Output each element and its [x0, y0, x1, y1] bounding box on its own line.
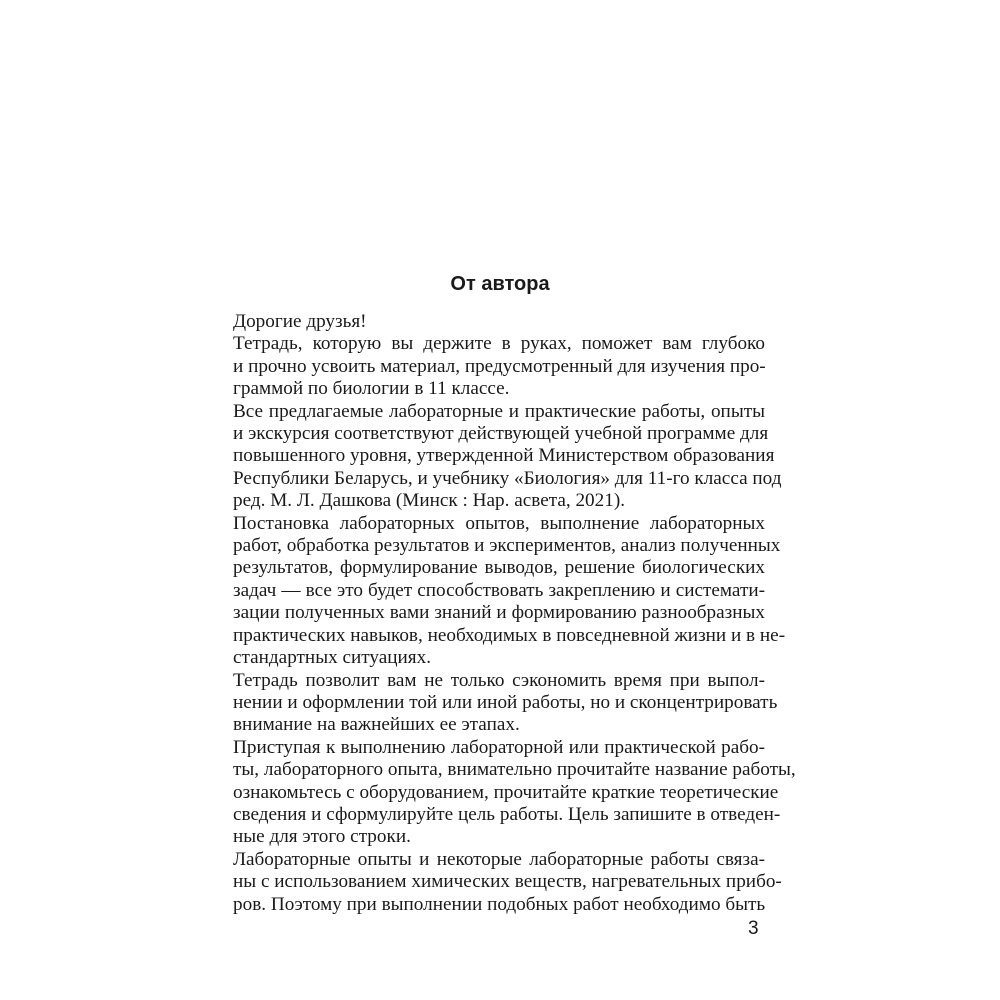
text-line: и экскурсия соответствуют действующей учебной программе для	[233, 423, 769, 445]
text-line: Тетрадь, которую вы держите в руках, поможет вам глубоко	[233, 333, 765, 355]
page-heading: От автора	[450, 273, 550, 295]
text-line: ред. М. Л. Дашкова (Минск : Нар. асвета, 2021).	[233, 490, 626, 512]
text-line: зации полученных вами знаний и формированию разнообразных	[233, 602, 765, 624]
text-line: Республики Беларусь, и учебнику «Биология» для 11-го класса под	[233, 467, 782, 489]
text-line: граммой по биологии в 11 классе.	[233, 378, 510, 400]
text-line: Постановка лабораторных опытов, выполнение лабораторных	[233, 512, 765, 534]
paragraph-purpose	[205, 333, 765, 400]
text-line: ров. Поэтому при выполнении подобных работ необходимо быть	[233, 893, 766, 915]
text-line: Все предлагаемые лабораторные и практические работы, опыты	[233, 400, 765, 422]
text-line: стандартных ситуациях.	[233, 647, 432, 669]
text-line: ты, лабораторного опыта, внимательно прочитайте название работы,	[233, 759, 796, 781]
text-line: сведения и сформулируйте цель работы. Цель запишите в отведен-	[233, 803, 781, 825]
text-line: результатов, формулирование выводов, решение биологических	[233, 557, 765, 579]
text-line: повышенного уровня, утвержденной Министерством образования	[233, 445, 775, 467]
page-number: 3	[748, 918, 759, 939]
text-line: ные для этого строки.	[233, 826, 411, 848]
text-line: внимание на важнейших ее этапах.	[233, 714, 520, 736]
text-line: Тетрадь позволит вам не только сэкономить время при выпол-	[233, 669, 765, 691]
paragraph-safety	[205, 848, 782, 916]
text-line: задач — все это будет способствовать закреплению и системати-	[233, 579, 765, 601]
text-line: Дорогие друзья!	[233, 311, 367, 332]
paragraph-time	[205, 669, 778, 737]
text-line: практических навыков, необходимых в повседневной жизни и в не-	[233, 624, 786, 646]
paragraph-procedure	[205, 736, 796, 849]
text-line: нении и оформлении той или иной работы, но и сконцентрировать	[233, 691, 778, 713]
text-line: Приступая к выполнению лабораторной или практической рабо-	[233, 736, 765, 758]
text-line: и прочно усвоить материал, предусмотренный для изучения про-	[233, 355, 766, 377]
text-line: работ, обработка результатов и экспериментов, анализ полученных	[233, 535, 781, 557]
paragraph-greeting	[205, 311, 765, 333]
text-line: ознакомьтесь с оборудованием, прочитайте краткие теоретические	[233, 781, 779, 803]
paragraph-curriculum	[205, 400, 782, 513]
text-line: Лабораторные опыты и некоторые лабораторные работы связа-	[233, 848, 765, 870]
paragraph-skills	[205, 512, 786, 670]
body-text	[205, 311, 796, 916]
text-line: ны с использованием химических веществ, нагревательных прибо-	[233, 871, 782, 893]
